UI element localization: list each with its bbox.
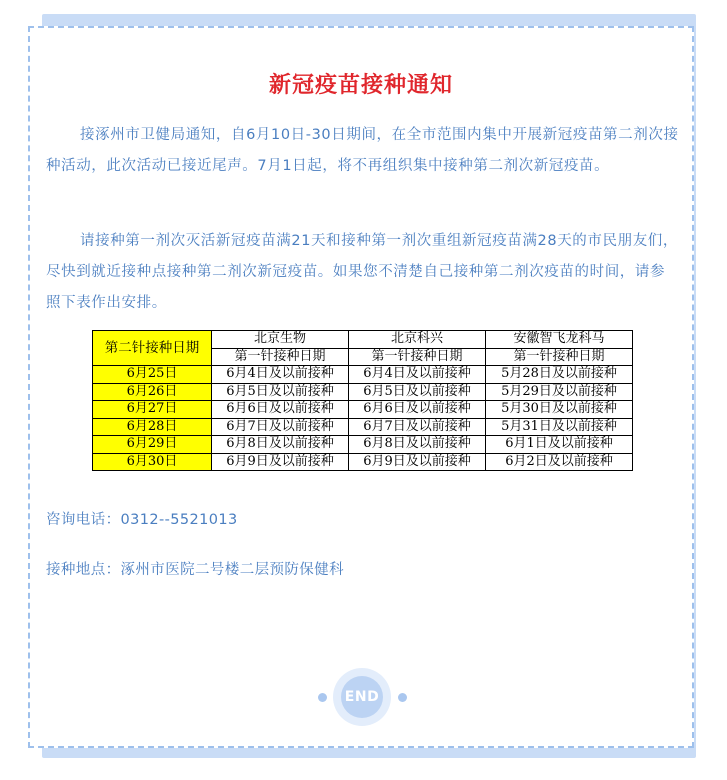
- notice-paragraph-2: 请接种第一剂次灭活新冠疫苗满21天和接种第一剂次重组新冠疫苗满28天的市民朋友们，尽快到就近接种点接种第二剂次新冠疫苗。如果您不清楚自己接种第二剂次疫苗的时间，请参照下表作出安排。: [46, 233, 678, 311]
- second-dose-date-cell: 6月25日: [93, 366, 212, 384]
- first-dose-cell: 5月30日及以前接种: [486, 401, 633, 419]
- first-dose-cell: 6月7日及以前接种: [349, 418, 486, 436]
- first-dose-cell: 6月9日及以前接种: [212, 453, 349, 471]
- second-dose-date-cell: 6月29日: [93, 436, 212, 454]
- table-row: [93, 401, 633, 419]
- notice-paragraph-1: 接涿州市卫健局通知，自6月10日-30日期间，在全市范围内集中开展新冠疫苗第二剂次接种活动，此次活动已接近尾声。7月1日起，将不再组织集中接种第二剂次新冠疫苗。: [46, 127, 679, 174]
- table-row: [93, 436, 633, 454]
- first-dose-cell: 6月5日及以前接种: [349, 383, 486, 401]
- first-dose-cell: 6月1日及以前接种: [486, 436, 633, 454]
- first-dose-cell: 6月5日及以前接种: [212, 383, 349, 401]
- table-row: [93, 383, 633, 401]
- first-dose-cell: 5月31日及以前接种: [486, 418, 633, 436]
- first-dose-cell: 6月4日及以前接种: [349, 366, 486, 384]
- first-dose-cell: 5月28日及以前接种: [486, 366, 633, 384]
- vendor-header: 安徽智飞龙科马: [486, 331, 633, 349]
- end-dot-left: [318, 693, 327, 702]
- end-dot-right: [398, 693, 407, 702]
- first-dose-date-header: 第一针接种日期: [486, 348, 633, 366]
- second-dose-date-cell: 6月26日: [93, 383, 212, 401]
- vendor-header: 北京科兴: [349, 331, 486, 349]
- second-dose-date-cell: 6月28日: [93, 418, 212, 436]
- first-dose-cell: 6月8日及以前接种: [349, 436, 486, 454]
- table-row: [93, 453, 633, 471]
- vaccination-address: 接种地点：涿州市医院二号楼二层预防保健科: [46, 562, 344, 578]
- notice-title: 新冠疫苗接种通知: [268, 73, 453, 98]
- second-dose-date-header: 第二针接种日期: [93, 331, 212, 366]
- first-dose-date-header: 第一针接种日期: [349, 348, 486, 366]
- vendor-header: 北京生物: [212, 331, 349, 349]
- first-dose-cell: 6月2日及以前接种: [486, 453, 633, 471]
- first-dose-date-header: 第一针接种日期: [212, 348, 349, 366]
- second-dose-date-cell: 6月30日: [93, 453, 212, 471]
- notice-card: [28, 26, 694, 748]
- first-dose-cell: 6月7日及以前接种: [212, 418, 349, 436]
- first-dose-cell: 6月4日及以前接种: [212, 366, 349, 384]
- first-dose-cell: 6月9日及以前接种: [349, 453, 486, 471]
- first-dose-cell: 6月8日及以前接种: [212, 436, 349, 454]
- table-row: [93, 366, 633, 384]
- first-dose-cell: 5月29日及以前接种: [486, 383, 633, 401]
- first-dose-cell: 6月6日及以前接种: [212, 401, 349, 419]
- end-label: END: [341, 676, 383, 718]
- table-header-row: [93, 331, 633, 349]
- consultation-phone: 咨询电话：0312--5521013: [46, 512, 238, 528]
- table-row: [93, 418, 633, 436]
- second-dose-date-cell: 6月27日: [93, 401, 212, 419]
- vaccination-schedule-table: [92, 330, 633, 471]
- first-dose-cell: 6月6日及以前接种: [349, 401, 486, 419]
- end-marker: [30, 668, 692, 728]
